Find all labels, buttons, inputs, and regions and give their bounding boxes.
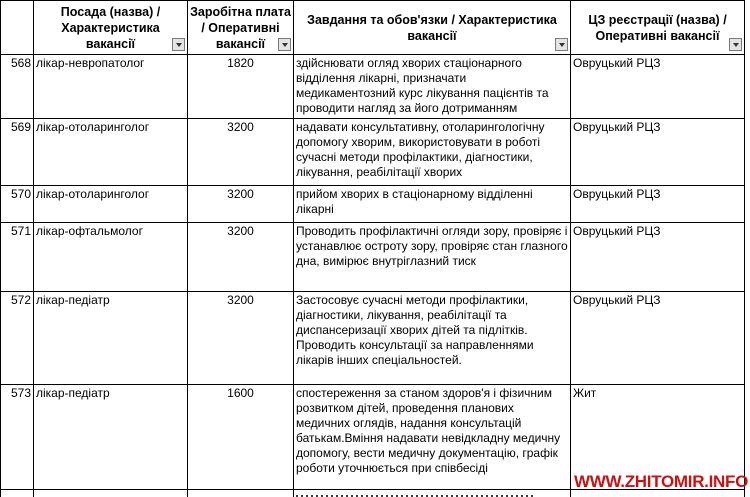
header-registration-center-label: ЦЗ реєстрації (назва) / Оперативні вакансії (588, 12, 727, 43)
header-row-number (1, 1, 34, 55)
position-cell: лікар-отоларинголог (34, 186, 188, 223)
filter-arrow-icon (282, 43, 288, 47)
table-header-row (1, 1, 745, 55)
filter-dropdown-button-center[interactable] (729, 38, 742, 51)
header-position (34, 1, 188, 55)
position-cell: лікар-отоларинголог (34, 119, 188, 186)
filter-arrow-icon (733, 43, 739, 47)
site-watermark: WWW.ZHITOMIR.INFO (574, 472, 748, 491)
header-salary-label: Заробітна плата / Оперативні вакансії (190, 4, 291, 51)
tasks-cell: надавати консультативну, отоларингологічну допомогу хворим, використовувати в роботі сучасні методи профілактики, діагностики, лікування, реабілітації хворих (294, 119, 571, 186)
row-number-cell: 568 (1, 55, 34, 119)
filter-dropdown-button-tasks[interactable] (555, 38, 568, 51)
position-cell: лікар-педіатр (34, 385, 188, 490)
registration-center-cell: Овруцький РЦЗ (571, 119, 745, 186)
salary-cell: 3200 (188, 186, 294, 223)
position-cell (34, 490, 188, 497)
row-number-cell: 570 (1, 186, 34, 223)
registration-center-cell: Овруцький РЦЗ (571, 186, 745, 223)
position-cell: лікар-педіатр (34, 292, 188, 385)
table-row (1, 292, 745, 385)
row-number-cell: 569 (1, 119, 34, 186)
filter-arrow-icon (176, 43, 182, 47)
row-number-cell (1, 490, 34, 497)
tasks-cell: Проводить профілактичні огляди зору, провіряє і устанавлює остроту зору, провіряє стан глазного дна, вимірює внутріглазний тиск (294, 223, 571, 292)
salary-cell: 3200 (188, 292, 294, 385)
header-salary (188, 1, 294, 55)
registration-center-cell: Жит (571, 385, 745, 490)
header-tasks-label: Завдання та обов'язки / Характеристика вакансії (307, 12, 557, 43)
filter-dropdown-button-position[interactable] (172, 38, 185, 51)
position-cell: лікар-невропатолог (34, 55, 188, 119)
row-number-cell: 572 (1, 292, 34, 385)
tasks-cell: Застосовує сучасні методи профілактики, діагностики, лікування, реабілітації та диспансеризації хворих дітей та підлітків. Проводить консультації за направленнями лікарів інших спеціальностей. (294, 292, 571, 385)
filter-dropdown-button-salary[interactable] (278, 38, 291, 51)
tasks-cell (294, 490, 571, 497)
salary-cell: 1600 (188, 385, 294, 490)
filter-arrow-icon (559, 43, 565, 47)
header-position-label: Посада (назва) / Характеристика вакансії (60, 4, 161, 51)
salary-cell (188, 490, 294, 497)
tasks-cell: здійснювати огляд хворих стаціонарного відділення лікарні, призначати медикаментозний курс лікування пацієнтів та проводити нагляд за його дотриманням (294, 55, 571, 119)
header-registration-center (571, 1, 745, 55)
table-row (1, 119, 745, 186)
position-cell: лікар-офтальмолог (34, 223, 188, 292)
row-number-cell: 571 (1, 223, 34, 292)
salary-cell: 3200 (188, 119, 294, 186)
table-row (1, 55, 745, 119)
registration-center-cell: Овруцький РЦЗ (571, 223, 745, 292)
registration-center-cell: Овруцький РЦЗ (571, 292, 745, 385)
header-tasks (294, 1, 571, 55)
tasks-cell: спостереження за станом здоров'я і фізичним розвитком дітей, проведення планових медичних оглядів, надання консультацій батькам.Вміння надавати невідкладну медичну допомогу, вести медичну документацію, графік роботи уточнюється при співбесіді (294, 385, 571, 490)
table-row (1, 186, 745, 223)
salary-cell: 1820 (188, 55, 294, 119)
table-row (1, 223, 745, 292)
salary-cell: 3200 (188, 223, 294, 292)
tasks-cell: прийом хворих в стаціонарному відділенні лікарні (294, 186, 571, 223)
registration-center-cell: Овруцький РЦЗ (571, 55, 745, 119)
row-number-cell: 573 (1, 385, 34, 490)
